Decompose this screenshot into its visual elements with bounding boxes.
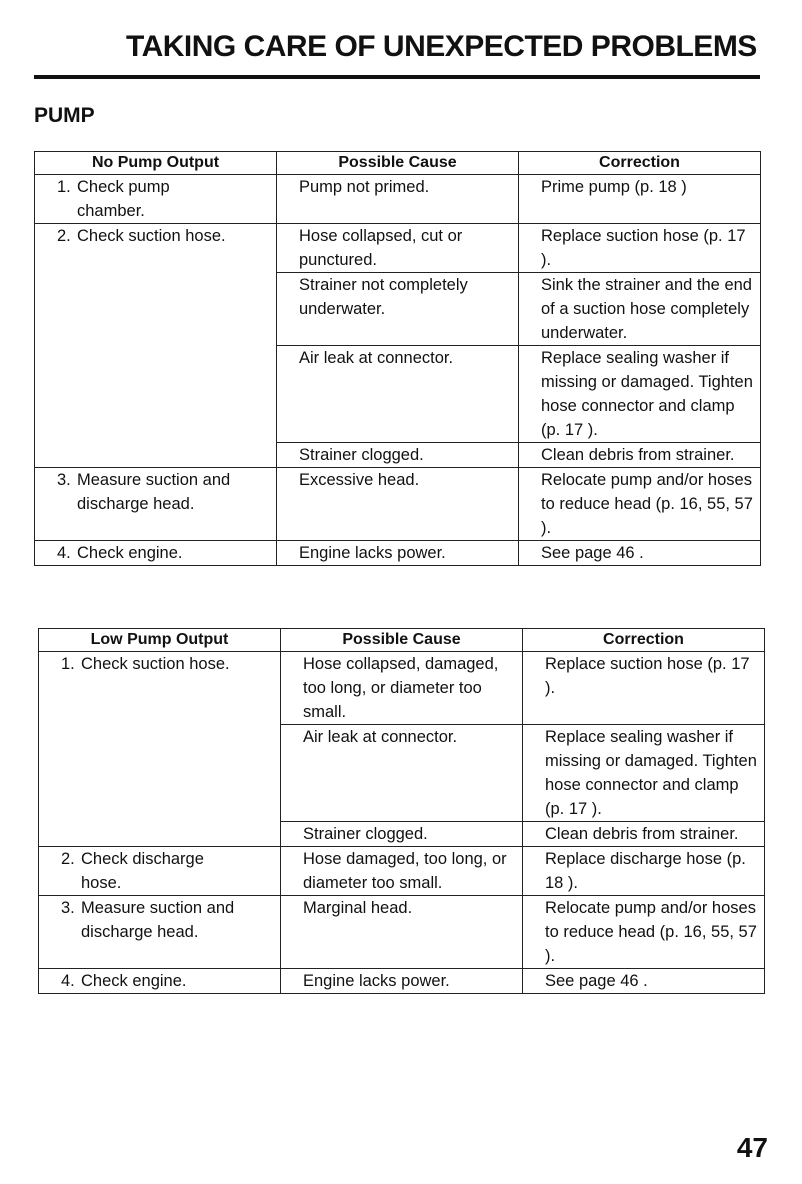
cause-cell: Air leak at connector. — [281, 725, 523, 822]
cause-cell: Engine lacks power. — [281, 969, 523, 994]
table-row — [39, 652, 765, 725]
cause-cell: Strainer clogged. — [277, 443, 519, 468]
header-cause: Possible Cause — [281, 629, 523, 652]
table-header-row — [35, 152, 761, 175]
header-symptom: Low Pump Output — [39, 629, 281, 652]
correction-cell: Prime pump (p. 18 ) — [519, 175, 761, 224]
correction-cell: Replace discharge hose (p. 18 ). — [523, 847, 765, 896]
cause-cell: Strainer not completely underwater. — [277, 273, 519, 346]
cause-cell: Air leak at connector. — [277, 346, 519, 443]
table-row — [39, 847, 765, 896]
table-row — [35, 224, 761, 273]
page-number: 47 — [736, 1132, 768, 1163]
correction-cell: Replace sealing washer if missing or damaged. Tighten hose connector and clamp (p. 17 ). — [519, 346, 761, 443]
no-pump-output-table — [34, 151, 761, 566]
header-cause: Possible Cause — [277, 152, 519, 175]
cause-cell: Marginal head. — [281, 896, 523, 969]
cause-cell: Excessive head. — [277, 468, 519, 541]
check-step: 2. Check discharge hose. — [39, 847, 281, 896]
check-step: 3. Measure suction and discharge head. — [35, 468, 277, 541]
check-step: 1. Check pump chamber. — [35, 175, 277, 224]
page-title: TAKING CARE OF UNEXPECTED PROBLEMS — [126, 30, 757, 63]
table-row — [39, 969, 765, 994]
correction-cell: Clean debris from strainer. — [519, 443, 761, 468]
table-row — [39, 896, 765, 969]
cause-cell: Pump not primed. — [277, 175, 519, 224]
check-step: 4. Check engine. — [35, 541, 277, 566]
header-correction: Correction — [523, 629, 765, 652]
section-heading: PUMP — [34, 104, 95, 127]
table-row — [35, 175, 761, 224]
correction-cell: Relocate pump and/or hoses to reduce head (p. 16, 55, 57 ). — [519, 468, 761, 541]
check-step: 4. Check engine. — [39, 969, 281, 994]
low-pump-output-table — [38, 628, 765, 994]
correction-cell: Clean debris from strainer. — [523, 822, 765, 847]
header-symptom: No Pump Output — [35, 152, 277, 175]
check-step: 3. Measure suction and discharge head. — [39, 896, 281, 969]
table-row — [35, 541, 761, 566]
cause-cell: Hose collapsed, cut or punctured. — [277, 224, 519, 273]
cause-cell: Strainer clogged. — [281, 822, 523, 847]
cause-cell: Hose collapsed, damaged, too long, or diameter too small. — [281, 652, 523, 725]
correction-cell: Replace sealing washer if missing or damaged. Tighten hose connector and clamp (p. 17 ). — [523, 725, 765, 822]
correction-cell: Replace suction hose (p. 17 ). — [523, 652, 765, 725]
table-row — [35, 468, 761, 541]
header-correction: Correction — [519, 152, 761, 175]
check-step: 1. Check suction hose. — [39, 652, 281, 847]
correction-cell: Replace suction hose (p. 17 ). — [519, 224, 761, 273]
table-header-row — [39, 629, 765, 652]
correction-cell: See page 46 . — [519, 541, 761, 566]
correction-cell: Sink the strainer and the end of a suction hose completely underwater. — [519, 273, 761, 346]
correction-cell: See page 46 . — [523, 969, 765, 994]
cause-cell: Engine lacks power. — [277, 541, 519, 566]
check-step: 2. Check suction hose. — [35, 224, 277, 468]
title-rule — [34, 75, 760, 79]
correction-cell: Relocate pump and/or hoses to reduce head (p. 16, 55, 57 ). — [523, 896, 765, 969]
cause-cell: Hose damaged, too long, or diameter too small. — [281, 847, 523, 896]
